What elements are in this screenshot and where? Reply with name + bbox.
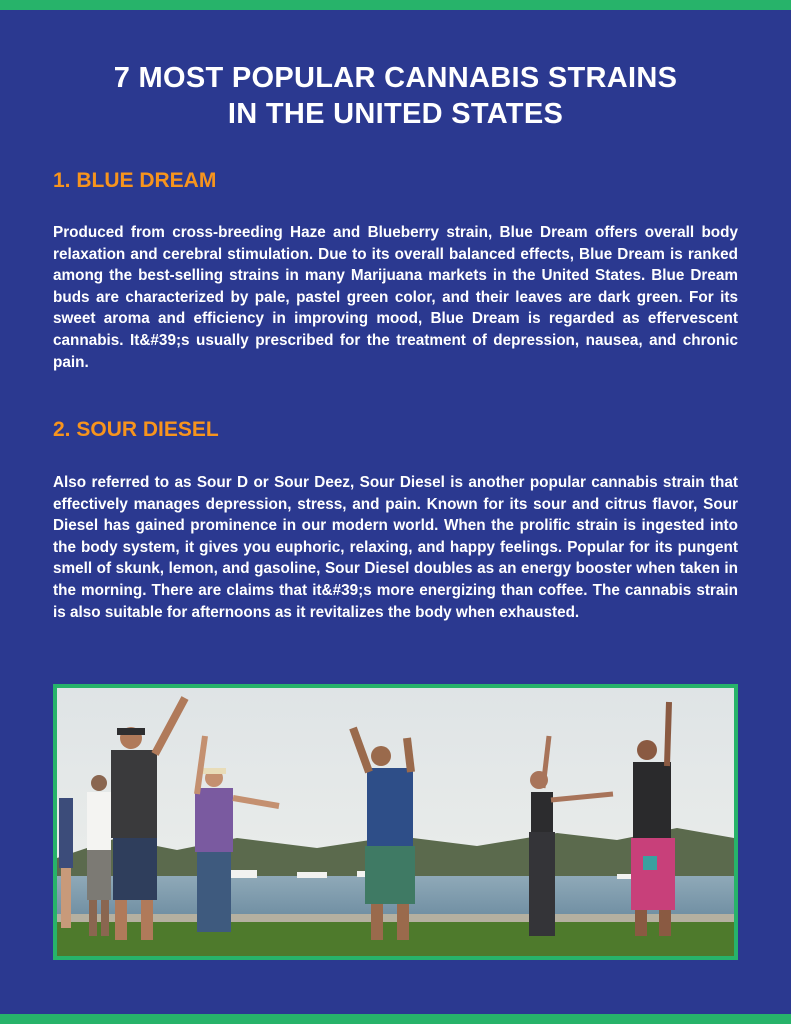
person-far-left xyxy=(59,798,73,928)
bottom-accent-bar xyxy=(0,1014,791,1024)
section-heading-blue-dream: 1. BLUE DREAM xyxy=(53,169,217,192)
section-body-sour-diesel: Also referred to as Sour D or Sour Deez, Sour Diesel is another popular cannabis strain that effectively manages depression, stress, and pain. Known for its sour and citrus flavor, Sour Diesel has gained prominence in our modern world. When the prolific strain is ingested into the body system, it gives you euphoric, relaxing, and happy feelings. Popular for its pungent smell of skunk, lemon, and gasoline, Sour Diesel doubles as an energy booster when taken in the morning. There are claims that it&#39;s more energizing than coffee. The cannabis strain is also suitable for afternoons as it revitalizes the body when exhausted. xyxy=(53,474,738,621)
page-title xyxy=(0,60,791,132)
yoga-photo-frame xyxy=(53,684,738,960)
grass-lawn xyxy=(57,922,734,956)
page-title-line-2: IN THE UNITED STATES xyxy=(227,98,564,130)
section-heading-sour-diesel: 2. SOUR DIESEL xyxy=(53,418,219,441)
outdoor-stretching-group-photo xyxy=(57,688,734,956)
top-accent-bar xyxy=(0,0,791,10)
page-title-line-1: 7 MOST POPULAR CANNABIS STRAINS xyxy=(113,62,678,94)
section-body-blue-dream: Produced from cross-breeding Haze and Blueberry strain, Blue Dream offers overall body relaxation and cerebral stimulation. Due to its overall balanced effects, Blue Dream is ranked among the best-selling strains in many Marijuana markets in the United States. Blue Dream buds are characterized by pale, pastel green color, and their leaves are dark green. For its sweet aroma and efficiency in improving mood, Blue Dream is regarded as effervescent cannabis. It&#39;s usually prescribed for the treatment of depression, nausea, and chronic pain. xyxy=(53,224,738,371)
